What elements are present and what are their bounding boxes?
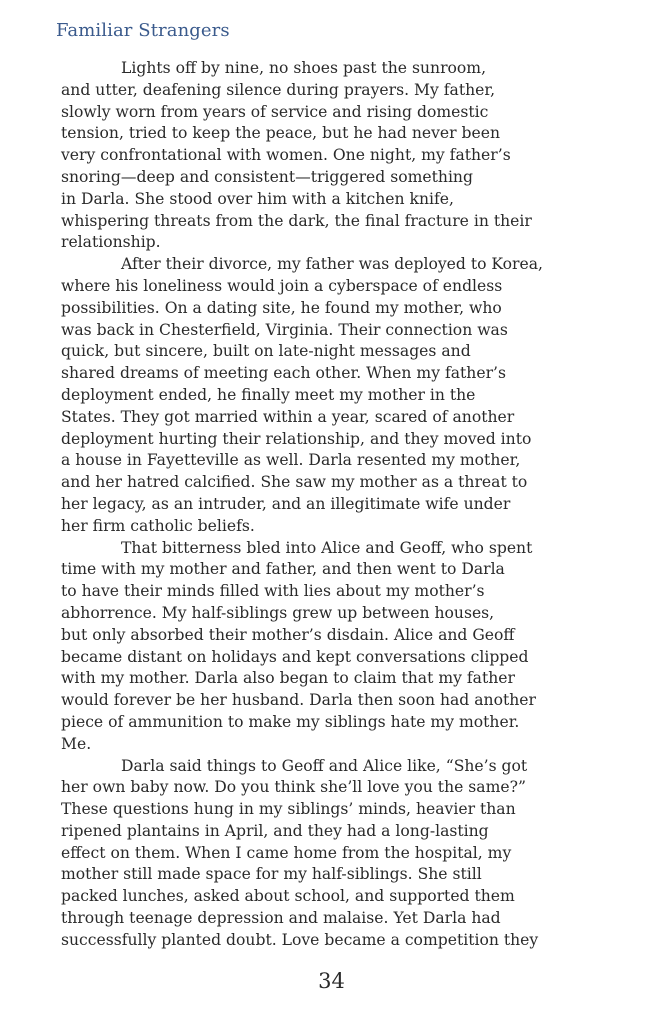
text-line: time with my mother and father, and then went to Darla bbox=[61, 560, 505, 579]
paragraph bbox=[61, 58, 606, 254]
text-line: a house in Fayetteville as well. Darla resented my mother, bbox=[61, 451, 521, 470]
text-line: snoring—deep and consistent—triggered something bbox=[61, 167, 473, 186]
text-line: tension, tried to keep the peace, but he had never been bbox=[61, 124, 501, 143]
text-line: quick, but sincere, built on late-night messages and bbox=[61, 342, 471, 361]
running-header: Familiar Strangers bbox=[56, 20, 230, 41]
text-line: These questions hung in my siblings’ minds, heavier than bbox=[61, 800, 516, 819]
text-line: After their divorce, my father was deployed to Korea, bbox=[121, 255, 543, 274]
text-line: packed lunches, asked about school, and supported them bbox=[61, 887, 515, 906]
text-line: her firm catholic beliefs. bbox=[61, 516, 255, 535]
text-line: slowly worn from years of service and rising domestic bbox=[61, 102, 489, 121]
text-line: to have their minds filled with lies about my mother’s bbox=[61, 582, 485, 601]
text-line: effect on them. When I came home from the hospital, my bbox=[61, 843, 512, 862]
paragraph bbox=[61, 756, 606, 952]
text-line: through teenage depression and malaise. Yet Darla had bbox=[61, 909, 501, 928]
text-line: but only absorbed their mother’s disdain. Alice and Geoff bbox=[61, 625, 515, 644]
paragraph bbox=[61, 254, 606, 537]
text-line: mother still made space for my half-siblings. She still bbox=[61, 865, 482, 884]
body-text bbox=[61, 58, 606, 952]
text-line: successfully planted doubt. Love became a competition they bbox=[61, 930, 539, 949]
text-line: possibilities. On a dating site, he found my mother, who bbox=[61, 298, 502, 317]
page-number: 34 bbox=[318, 969, 345, 993]
text-line: was back in Chesterfield, Virginia. Their connection was bbox=[61, 320, 508, 339]
text-line: very confrontational with women. One night, my father’s bbox=[61, 146, 511, 165]
paragraph bbox=[61, 538, 606, 756]
text-line: and utter, deafening silence during prayers. My father, bbox=[61, 80, 496, 99]
text-line: Darla said things to Geoff and Alice like, “She’s got bbox=[121, 756, 528, 775]
text-line: whispering threats from the dark, the final fracture in their bbox=[61, 211, 532, 230]
text-line: deployment hurting their relationship, and they moved into bbox=[61, 429, 532, 448]
text-line: That bitterness bled into Alice and Geoff, who spent bbox=[121, 538, 533, 557]
text-line: would forever be her husband. Darla then soon had another bbox=[61, 691, 536, 710]
text-line: States. They got married within a year, scared of another bbox=[61, 407, 515, 426]
text-line: with my mother. Darla also began to claim that my father bbox=[61, 669, 515, 688]
text-line: abhorrence. My half-siblings grew up between houses, bbox=[61, 603, 495, 622]
text-line: deployment ended, he finally meet my mother in the bbox=[61, 385, 476, 404]
text-line: piece of ammunition to make my siblings hate my mother. bbox=[61, 712, 520, 731]
text-line: and her hatred calcified. She saw my mother as a threat to bbox=[61, 473, 528, 492]
text-line: her own baby now. Do you think she’ll love you the same?” bbox=[61, 778, 526, 797]
text-line: shared dreams of meeting each other. When my father’s bbox=[61, 364, 506, 383]
text-line: her legacy, as an intruder, and an illegitimate wife under bbox=[61, 494, 511, 513]
text-line: Me. bbox=[61, 734, 92, 753]
text-line: where his loneliness would join a cyberspace of endless bbox=[61, 276, 503, 295]
text-line: became distant on holidays and kept conversations clipped bbox=[61, 647, 529, 666]
text-line: relationship. bbox=[61, 233, 161, 252]
text-line: in Darla. She stood over him with a kitchen knife, bbox=[61, 189, 454, 208]
text-line: ripened plantains in April, and they had a long-lasting bbox=[61, 821, 489, 840]
text-line: Lights off by nine, no shoes past the sunroom, bbox=[121, 59, 487, 77]
